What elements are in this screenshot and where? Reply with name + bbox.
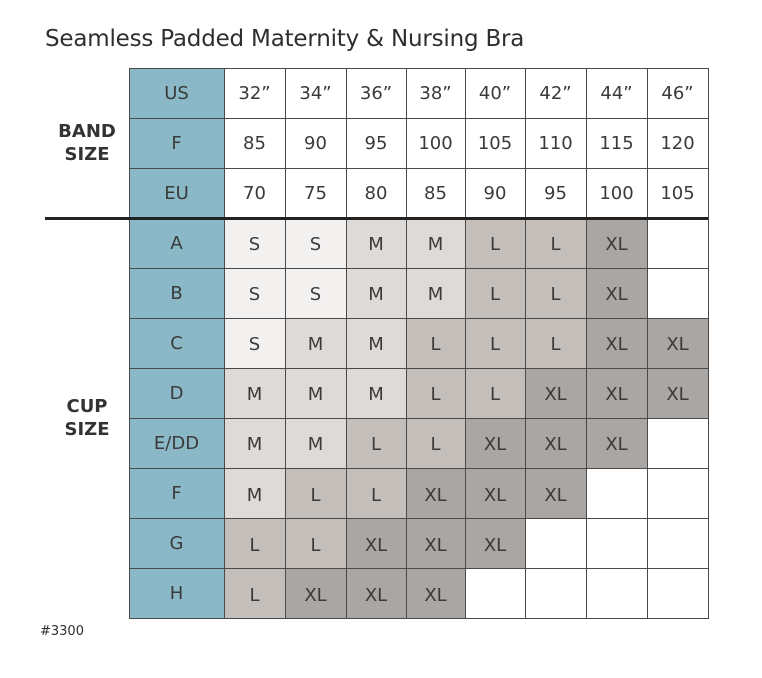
band-size-cell: 95 [525,168,586,218]
cup-letter-label: B [129,268,224,318]
band-size-cell: 90 [465,168,525,218]
size-cell: XL [465,418,525,468]
grid-line-vertical [708,68,709,619]
band-size-label-line2: SIZE [64,144,110,165]
size-cell: L [525,318,586,368]
grid-line-vertical [465,68,466,619]
band-size-cell: 80 [346,168,406,218]
band-size-label [45,68,129,218]
band-size-cell: 110 [525,118,586,168]
grid-line-vertical [129,68,130,619]
section-divider [45,217,708,220]
grid-line-vertical [647,68,648,619]
band-size-cell: 100 [406,118,465,168]
band-size-cell: 95 [346,118,406,168]
grid-line-horizontal [129,268,708,269]
size-cell: M [406,218,465,268]
grid-line-vertical [525,68,526,619]
grid-line-horizontal [129,468,708,469]
band-size-cell: 75 [285,168,346,218]
size-cell: M [285,368,346,418]
size-cell: S [224,218,285,268]
cup-letter-label: C [129,318,224,368]
band-size-cell: 115 [586,118,647,168]
size-cell: XL [586,318,647,368]
band-size-cell: 85 [406,168,465,218]
size-cell [586,469,647,519]
size-cell: XL [285,569,346,619]
size-cell: XL [525,469,586,519]
band-size-label-line1: BAND [58,121,116,142]
grid-line-horizontal [129,318,708,319]
size-cell: L [346,418,406,468]
grid-line-horizontal [129,368,708,369]
cup-letter-label: G [129,519,224,569]
size-cell [525,569,586,619]
size-cell: L [224,569,285,619]
band-size-cell: 120 [647,118,708,168]
size-cell: M [285,318,346,368]
size-cell: M [346,268,406,318]
cup-size-label-line2: SIZE [64,419,110,441]
size-cell: L [525,218,586,268]
band-size-cell: 90 [285,118,346,168]
grid-line-horizontal [129,568,708,569]
size-cell: S [224,268,285,318]
cup-letter-label: F [129,469,224,519]
band-size-cell: 70 [224,168,285,218]
band-size-cell: 85 [224,118,285,168]
grid-line-horizontal [129,618,708,619]
size-cell: XL [647,368,708,418]
band-system-label: US [129,68,224,118]
band-size-cell: 40” [465,68,525,118]
size-cell [525,519,586,569]
size-cell: L [346,469,406,519]
size-cell: XL [406,569,465,619]
size-cell: L [406,418,465,468]
grid-line-vertical [285,68,286,619]
size-cell: XL [346,519,406,569]
band-size-cell: 36” [346,68,406,118]
cup-letter-label: H [129,569,224,619]
size-cell: XL [586,268,647,318]
size-cell: XL [465,519,525,569]
size-cell [586,569,647,619]
size-cell: L [465,318,525,368]
grid-line-vertical [346,68,347,619]
size-cell: L [285,519,346,569]
size-cell [647,418,708,468]
grid-line-horizontal [129,118,708,119]
size-cell: L [285,469,346,519]
size-cell: L [406,318,465,368]
grid-line-vertical [586,68,587,619]
size-cell: M [224,418,285,468]
size-cell [465,569,525,619]
size-cell: XL [586,368,647,418]
band-size-cell: 32” [224,68,285,118]
size-cell: L [465,218,525,268]
cup-size-label-line1: CUP [66,396,108,418]
cup-letter-label: E/DD [129,418,224,468]
size-cell [586,519,647,569]
size-cell: L [406,368,465,418]
size-cell: M [346,218,406,268]
size-cell: XL [346,569,406,619]
size-cell: XL [586,418,647,468]
size-cell: L [525,268,586,318]
size-cell [647,268,708,318]
size-cell: XL [465,469,525,519]
band-size-cell: 105 [647,168,708,218]
size-cell: XL [647,318,708,368]
page-title: Seamless Padded Maternity & Nursing Bra [45,26,525,52]
grid-line-horizontal [129,418,708,419]
size-cell: M [346,318,406,368]
grid-line-vertical [406,68,407,619]
size-cell: L [465,368,525,418]
band-size-cell: 34” [285,68,346,118]
size-cell: L [465,268,525,318]
band-size-cell: 38” [406,68,465,118]
size-cell: M [224,469,285,519]
size-cell: L [224,519,285,569]
cup-size-label [45,218,129,619]
band-size-cell: 42” [525,68,586,118]
size-cell: XL [406,469,465,519]
grid-line-horizontal [129,168,708,169]
size-cell: XL [586,218,647,268]
cup-letter-label: D [129,368,224,418]
size-cell: XL [525,418,586,468]
size-cell [647,569,708,619]
size-cell [647,519,708,569]
band-size-cell: 46” [647,68,708,118]
size-cell: M [406,268,465,318]
size-cell: S [285,268,346,318]
size-cell [647,469,708,519]
size-cell: M [285,418,346,468]
size-cell: S [285,218,346,268]
band-size-cell: 44” [586,68,647,118]
grid-line-horizontal [129,518,708,519]
size-cell: XL [406,519,465,569]
size-cell: S [224,318,285,368]
size-cell: M [346,368,406,418]
size-cell: XL [525,368,586,418]
band-system-label: EU [129,168,224,218]
band-size-cell: 105 [465,118,525,168]
band-size-cell: 100 [586,168,647,218]
size-cell: M [224,368,285,418]
cup-letter-label: A [129,218,224,268]
grid-line-horizontal [129,68,708,69]
grid-line-vertical [224,68,225,619]
size-cell [647,218,708,268]
product-code: #3300 [40,624,84,639]
band-system-label: F [129,118,224,168]
